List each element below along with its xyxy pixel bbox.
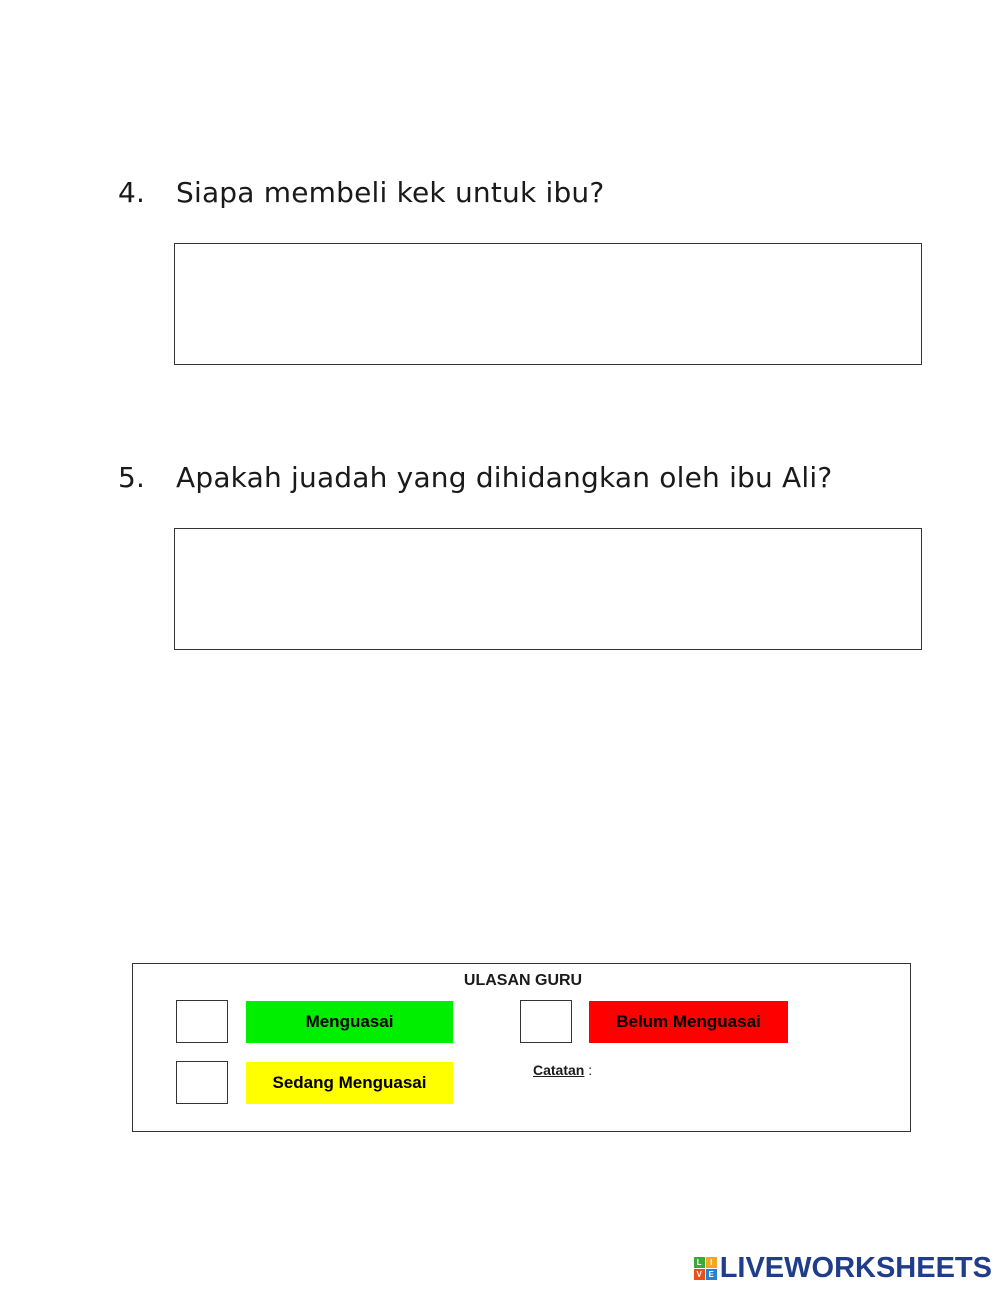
logo-letter: I [706, 1257, 717, 1268]
logo-mark-icon [694, 1257, 717, 1280]
notes-label: Catatan [533, 1062, 585, 1078]
logo-letter: E [706, 1269, 717, 1280]
logo-letter: L [694, 1257, 705, 1268]
answer-box-5[interactable] [174, 528, 922, 650]
liveworksheets-logo [694, 1252, 992, 1285]
checkbox-menguasai[interactable] [176, 1000, 228, 1043]
question-number: 5. [118, 461, 146, 494]
checkbox-sedang-menguasai[interactable] [176, 1061, 228, 1104]
question-5 [118, 461, 832, 494]
question-number: 4. [118, 176, 146, 209]
logo-letter: V [694, 1269, 705, 1280]
logo-text: LIVEWORKSHEETS [719, 1252, 992, 1284]
question-4 [118, 176, 604, 209]
notes-suffix: : [584, 1062, 593, 1078]
review-title: ULASAN GURU [463, 972, 583, 989]
checkbox-belum-menguasai[interactable] [520, 1000, 572, 1043]
answer-box-4[interactable] [174, 243, 922, 365]
question-text: Siapa membeli kek untuk ibu? [176, 176, 605, 209]
teacher-review-panel [132, 963, 911, 1132]
level-sedang-menguasai: Sedang Menguasai [246, 1062, 453, 1104]
level-menguasai: Menguasai [246, 1001, 453, 1043]
notes-field [533, 1062, 592, 1078]
level-belum-menguasai: Belum Menguasai [589, 1001, 788, 1043]
question-text: Apakah juadah yang dihidangkan oleh ibu Ali? [176, 461, 833, 494]
